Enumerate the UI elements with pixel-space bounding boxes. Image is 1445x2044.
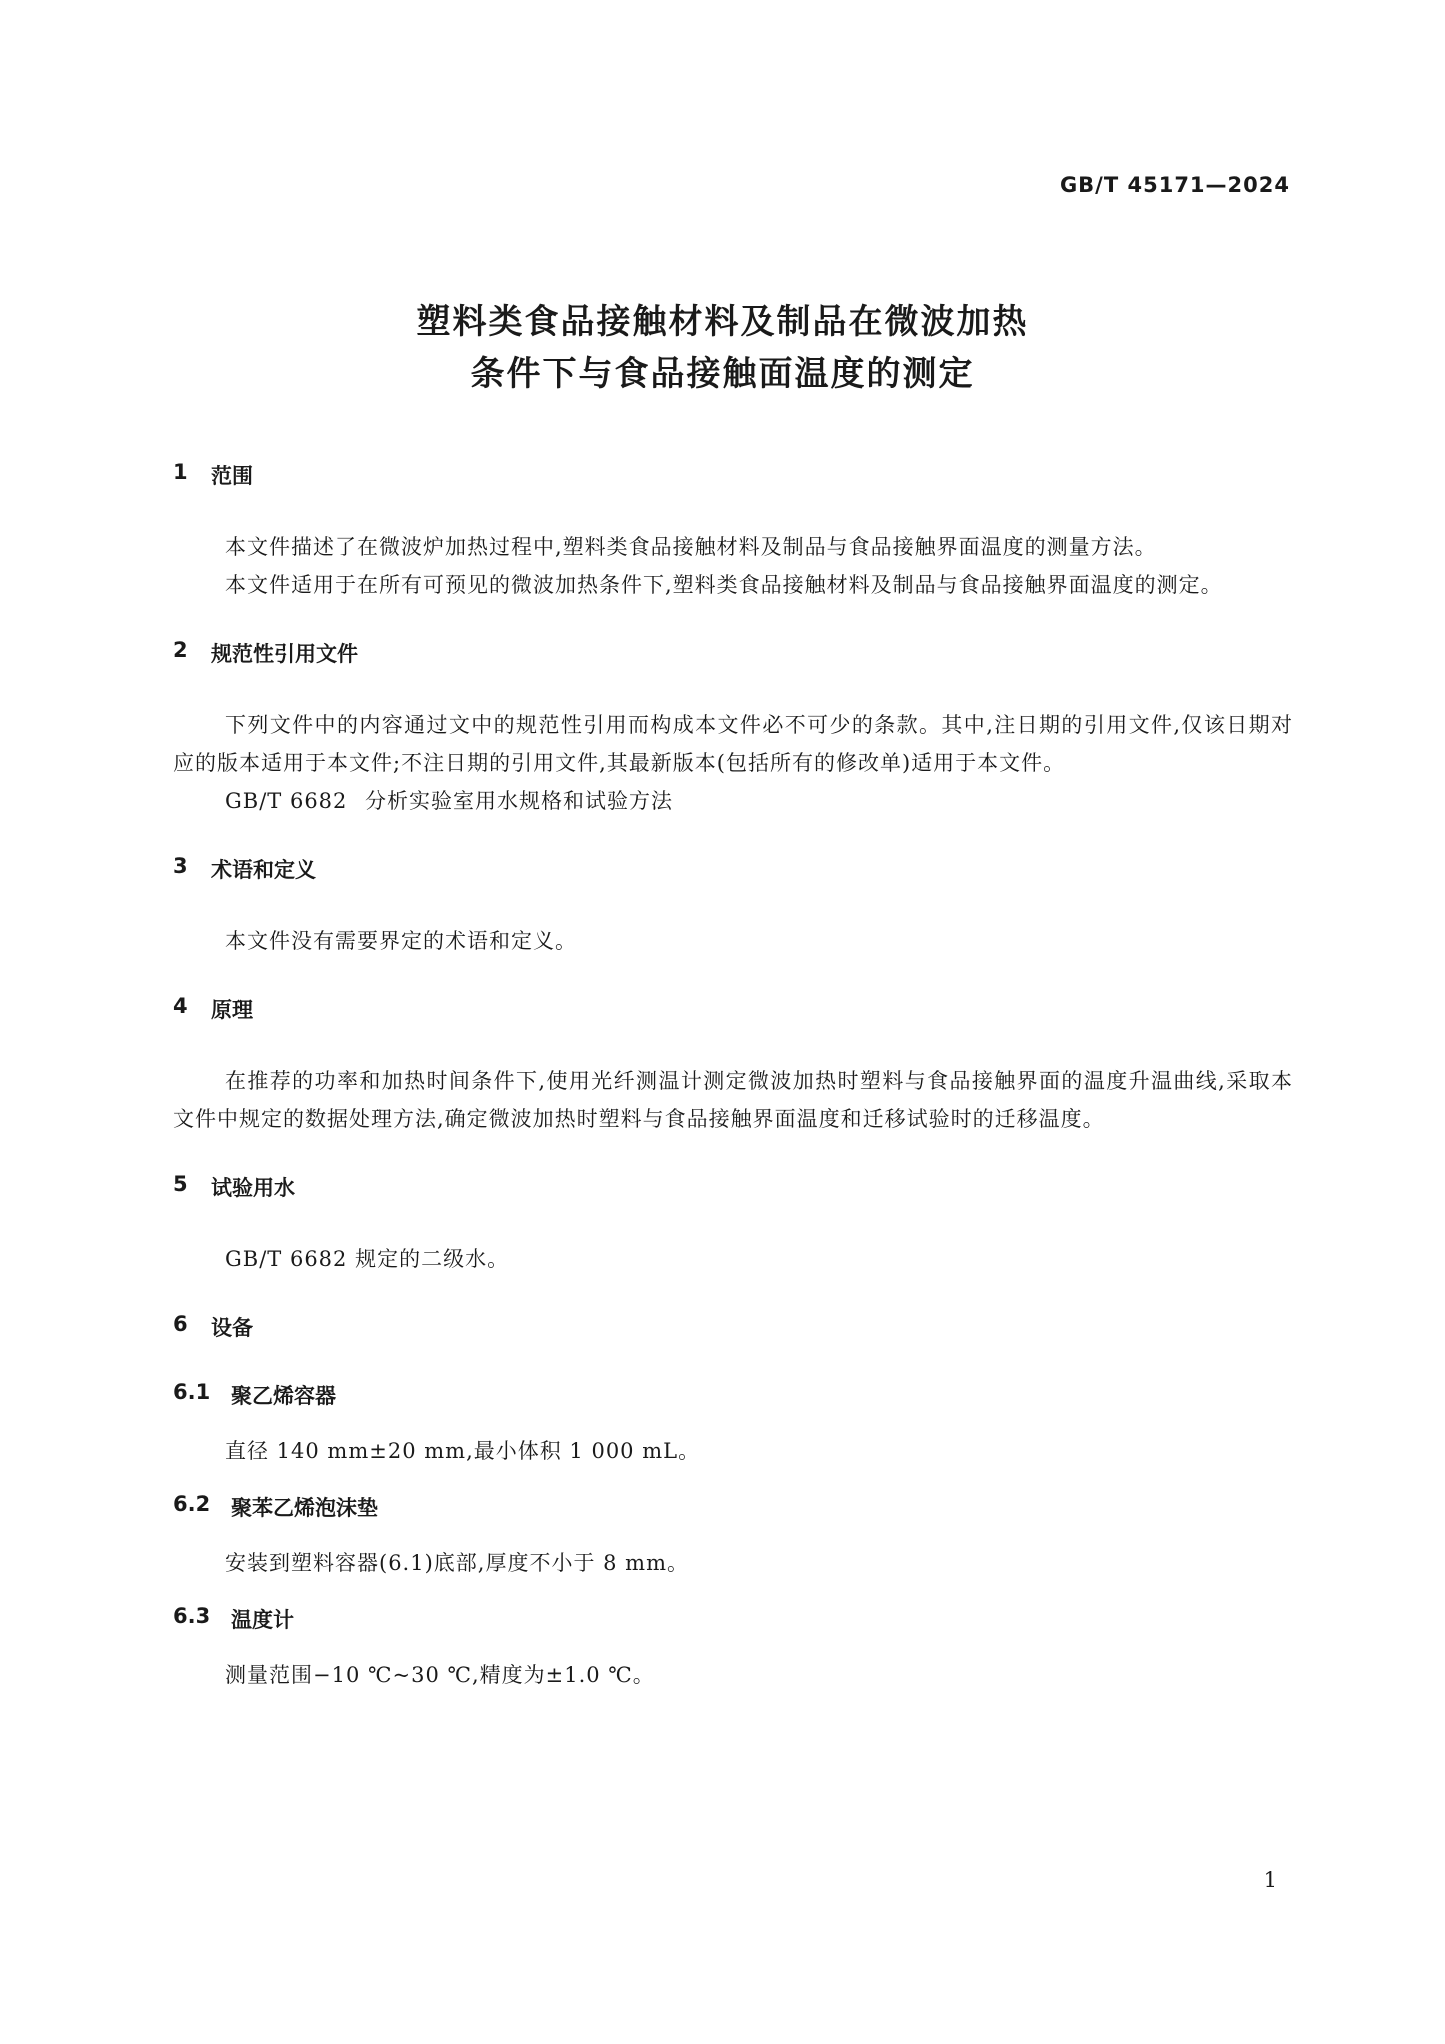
section-title: 范围 xyxy=(211,464,253,488)
paragraph: 本文件适用于在所有可预见的微波加热条件下,塑料类食品接触材料及制品与食品接触界面温度的测定。 xyxy=(225,573,1223,597)
normative-reference xyxy=(173,782,1293,820)
section-title: 试验用水 xyxy=(211,1176,295,1200)
reference-title: 分析实验室用水规格和试验方法 xyxy=(365,789,673,813)
section-heading xyxy=(173,1312,1293,1342)
paragraph: 本文件没有需要界定的术语和定义。 xyxy=(225,929,577,953)
subsection-heading xyxy=(173,1380,1293,1410)
subsection-heading xyxy=(173,1604,1293,1634)
section-number: 6 xyxy=(173,1312,188,1336)
paragraph: 本文件描述了在微波炉加热过程中,塑料类食品接触材料及制品与食品接触界面温度的测量方法。 xyxy=(225,535,1157,559)
section-heading xyxy=(173,460,1293,490)
subsection-heading xyxy=(173,1492,1293,1522)
paragraph: 安装到塑料容器(6.1)底部,厚度不小于 8 mm。 xyxy=(225,1551,689,1575)
section-title: 设备 xyxy=(211,1316,253,1340)
paragraph: 在推荐的功率和加热时间条件下,使用光纤测温计测定微波加热时塑料与食品接触界面的温度升温曲线,采取本文件中规定的数据处理方法,确定微波加热时塑料与食品接触界面温度和迁移试验时的迁移温度。 xyxy=(173,1069,1293,1131)
paragraph: 下列文件中的内容通过文中的规范性引用而构成本文件必不可少的条款。其中,注日期的引用文件,仅该日期对应的版本适用于本文件;不注日期的引用文件,其最新版本(包括所有的修改单)适用于本文件。 xyxy=(173,713,1293,775)
section-heading xyxy=(173,1172,1293,1202)
paragraph: 测量范围−10 ℃~30 ℃,精度为±1.0 ℃。 xyxy=(225,1663,655,1687)
standard-number: GB/T 45171—2024 xyxy=(1059,173,1290,197)
section-number: 3 xyxy=(173,854,188,878)
section-title: 原理 xyxy=(211,998,253,1022)
section-number: 1 xyxy=(173,460,188,484)
reference-code: GB/T 6682 xyxy=(225,789,348,813)
section-heading xyxy=(173,994,1293,1024)
document-body xyxy=(173,460,1293,1694)
section-number: 2 xyxy=(173,638,188,662)
subsection-title: 聚苯乙烯泡沫垫 xyxy=(231,1496,378,1520)
section-number: 5 xyxy=(173,1172,188,1196)
section-number: 4 xyxy=(173,994,188,1018)
page-number: 1 xyxy=(1263,1868,1277,1892)
section-heading xyxy=(173,854,1293,884)
subsection-title: 聚乙烯容器 xyxy=(231,1384,336,1408)
section-heading xyxy=(173,638,1293,668)
subsection-title: 温度计 xyxy=(231,1608,294,1632)
subsection-number: 6.2 xyxy=(173,1492,211,1516)
subsection-number: 6.3 xyxy=(173,1604,211,1628)
title-line-1: 塑料类食品接触材料及制品在微波加热 xyxy=(416,302,1029,342)
title-line-2: 条件下与食品接触面温度的测定 xyxy=(470,354,975,394)
section-title: 规范性引用文件 xyxy=(211,642,358,666)
section-title: 术语和定义 xyxy=(211,858,316,882)
paragraph: GB/T 6682 规定的二级水。 xyxy=(225,1247,510,1271)
subsection-number: 6.1 xyxy=(173,1380,211,1404)
paragraph: 直径 140 mm±20 mm,最小体积 1 000 mL。 xyxy=(225,1439,701,1463)
document-title xyxy=(0,296,1445,400)
